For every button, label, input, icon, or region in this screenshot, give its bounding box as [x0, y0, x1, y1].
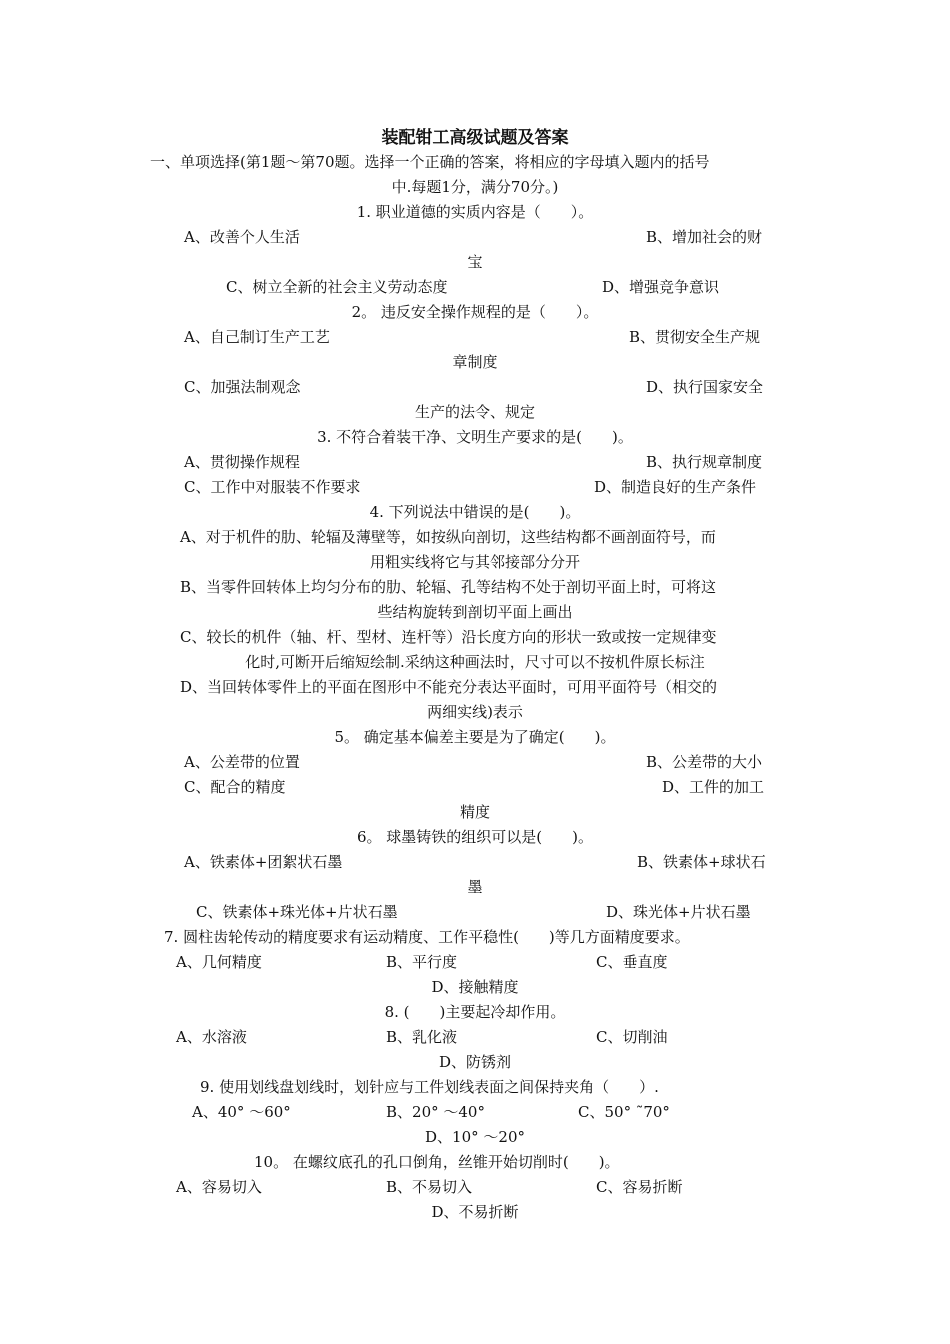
q4-option-a-line2: 用粗实线将它与其邻接部分分开 — [369, 553, 580, 571]
q3-option-b: B、执行规章制度 — [646, 453, 763, 471]
q6-option-b: B、铁素体+球状石 — [637, 853, 766, 871]
q10-option-d: D、不易折断 — [431, 1203, 519, 1221]
q9-option-c: C、50° ˜70° — [578, 1103, 670, 1121]
q1-option-a: A、改善个人生活 — [184, 228, 300, 246]
q8-option-d: D、防锈剂 — [438, 1053, 512, 1071]
q8-option-c: C、切削油 — [596, 1028, 668, 1046]
q7-option-c: C、垂直度 — [596, 953, 668, 971]
q5-option-a: A、公差带的位置 — [184, 753, 300, 771]
q1-option-b: B、增加社会的财 — [646, 228, 763, 246]
q2-option-d: D、执行国家安全 — [646, 378, 764, 396]
question-10: 10。 在螺纹底孔的孔口倒角，丝锥开始切削时( )。 — [254, 1153, 620, 1171]
q1-option-c: C、树立全新的社会主义劳动态度 — [226, 278, 448, 296]
q9-option-a: A、40° ～60° — [192, 1103, 291, 1121]
q6-option-d: D、珠光体+片状石墨 — [606, 903, 751, 921]
q10-option-c: C、容易折断 — [596, 1178, 683, 1196]
q5-option-d: D、工件的加工 — [662, 778, 765, 796]
q4-option-d-line1: D、当回转体零件上的平面在图形中不能充分表达平面时，可用平面符号（相交的 — [180, 678, 718, 696]
question-3: 3. 不符合着装干净、文明生产要求的是( )。 — [317, 428, 633, 446]
q7-option-d: D、接触精度 — [431, 978, 519, 996]
q7-option-a: A、几何精度 — [176, 953, 262, 971]
question-9: 9. 使用划线盘划线时，划针应与工件划线表面之间保持夹角（ ）. — [200, 1078, 659, 1096]
q3-option-d: D、制造良好的生产条件 — [594, 478, 757, 496]
q4-option-d-line2: 两细实线)表示 — [427, 703, 523, 721]
q3-option-a: A、贯彻操作规程 — [184, 453, 300, 471]
q2-option-b: B、贯彻安全生产规 — [629, 328, 761, 346]
q8-option-a: A、水溶液 — [176, 1028, 247, 1046]
q5-option-b: B、公差带的大小 — [646, 753, 763, 771]
q2-option-d-cont: 生产的法令、规定 — [414, 403, 535, 421]
q5-option-d-cont: 精度 — [459, 803, 490, 821]
q6-option-b-cont: 墨 — [467, 878, 483, 896]
q9-option-d: D、10° ～20° — [425, 1128, 525, 1146]
question-8: 8. ( )主要起冷却作用。 — [384, 1003, 566, 1021]
question-5: 5。 确定基本偏差主要是为了确定( )。 — [334, 728, 616, 746]
q10-option-b: B、不易切入 — [386, 1178, 473, 1196]
question-6: 6。 球墨铸铁的组织可以是( )。 — [356, 828, 594, 846]
question-2: 2。 违反安全操作规程的是（ ）。 — [351, 303, 599, 321]
q9-option-b: B、20° ～40° — [386, 1103, 485, 1121]
section-instructions-line2: 中.每题1分，满分70分。) — [391, 178, 559, 196]
q3-option-c: C、工作中对服装不作要求 — [184, 478, 361, 496]
q2-option-c: C、加强法制观念 — [184, 378, 301, 396]
q8-option-b: B、乳化液 — [386, 1028, 458, 1046]
question-4: 4. 下列说法中错误的是( )。 — [369, 503, 581, 521]
q1-option-d: D、增强竞争意识 — [602, 278, 720, 296]
q4-option-b-line1: B、当零件回转体上均匀分布的肋、轮辐、孔等结构不处于剖切平面上时，可将这 — [180, 578, 717, 596]
q2-option-a: A、自己制订生产工艺 — [184, 328, 330, 346]
q1-option-b-cont: 宝 — [467, 253, 483, 271]
document-title: 装配钳工高级试题及答案 — [381, 128, 569, 148]
q4-option-b-line2: 些结构旋转到剖切平面上画出 — [377, 603, 573, 621]
q5-option-c: C、配合的精度 — [184, 778, 286, 796]
q6-option-c: C、铁素体+珠光体+片状石墨 — [196, 903, 398, 921]
q2-option-b-cont: 章制度 — [452, 353, 498, 371]
q7-option-b: B、平行度 — [386, 953, 458, 971]
question-7: 7. 圆柱齿轮传动的精度要求有运动精度、工作平稳性( )等几方面精度要求。 — [164, 928, 690, 946]
q4-option-c-line1: C、较长的机件（轴、杆、型材、连杆等）沿长度方向的形状一致或按一定规律变 — [180, 628, 717, 646]
q6-option-a: A、铁素体+团絮状石墨 — [184, 853, 343, 871]
q4-option-c-line2: 化时,可断开后缩短绘制.采纳这种画法时，尺寸可以不按机件原长标注 — [245, 653, 705, 671]
question-1: 1. 职业道德的实质内容是（ ）。 — [356, 203, 594, 221]
q10-option-a: A、容易切入 — [176, 1178, 262, 1196]
q4-option-a-line1: A、对于机件的肋、轮辐及薄壁等，如按纵向剖切，这些结构都不画剖面符号，而 — [180, 528, 716, 546]
section-instructions-line1: 一、单项选择(第1题～第70题。选择一个正确的答案，将相应的字母填入题内的括号 — [150, 153, 710, 171]
